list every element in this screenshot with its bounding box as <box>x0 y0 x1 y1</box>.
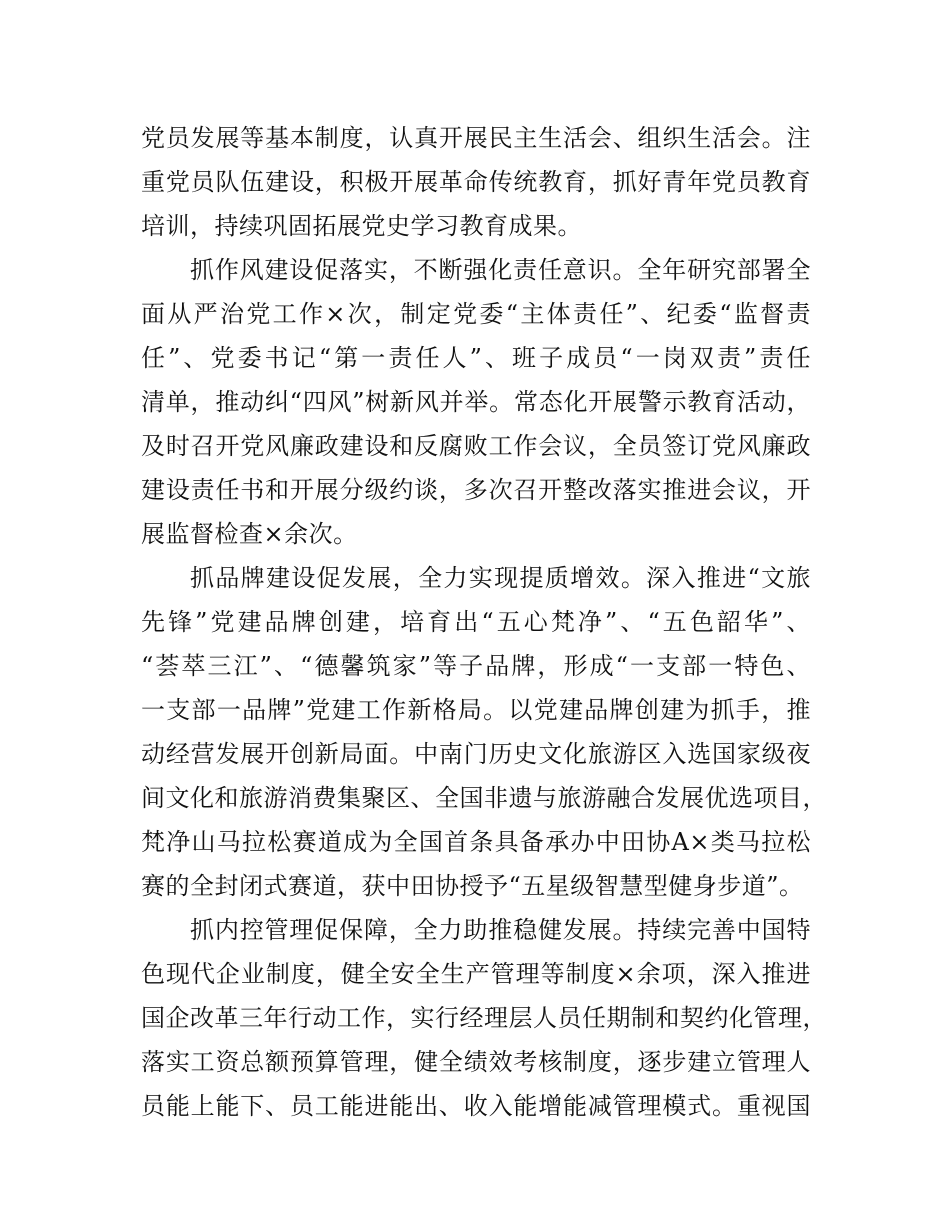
text-line: 间文化和旅游消费集聚区、全国非遗与旅游融合发展优选项目， <box>141 784 827 812</box>
paragraph-first-line: 抓品牌建设促发展，全力实现提质增效。深入推进“文旅 <box>190 564 811 592</box>
text-line: 落实工资总额预算管理，健全绩效考核制度，逐步建立管理人 <box>141 1048 811 1076</box>
text-line: “荟萃三江”、“德馨筑家”等子品牌，形成“一支部一特色、 <box>141 652 811 680</box>
text-line: 一支部一品牌”党建工作新格局。以党建品牌创建为抓手，推 <box>141 696 811 724</box>
text-line: 色现代企业制度，健全安全生产管理等制度×余项，深入推进 <box>141 960 811 988</box>
text-line: 赛的全封闭式赛道，获中田协授予“五星级智慧型健身步道”。 <box>141 872 804 900</box>
text-line: 国企改革三年行动工作，实行经理层人员任期制和契约化管理， <box>141 1004 827 1032</box>
text-line: 清单，推动纠“四风”树新风并举。常态化开展警示教育活动， <box>141 388 811 416</box>
text-line: 及时召开党风廉政建设和反腐败工作会议，全员签订党风廉政 <box>141 432 811 460</box>
text-line: 员能上能下、员工能进能出、收入能增能减管理模式。重视国 <box>141 1092 811 1120</box>
text-line: 重党员队伍建设，积极开展革命传统教育，抓好青年党员教育 <box>141 168 811 196</box>
paragraph-first-line: 抓内控管理促保障，全力助推稳健发展。持续完善中国特 <box>190 916 811 944</box>
text-line: 动经营发展开创新局面。中南门历史文化旅游区入选国家级夜 <box>141 740 811 768</box>
text-line: 培训，持续巩固拓展党史学习教育成果。 <box>141 212 582 240</box>
text-line: 面从严治党工作×次，制定党委“主体责任”、纪委“监督责 <box>141 300 811 328</box>
paragraph-first-line: 抓作风建设促落实，不断强化责任意识。全年研究部署全 <box>190 256 811 284</box>
text-line: 梵净山马拉松赛道成为全国首条具备承办中田协A×类马拉松 <box>141 828 811 856</box>
text-line: 展监督检查×余次。 <box>141 520 358 548</box>
text-line: 建设责任书和开展分级约谈，多次召开整改落实推进会议，开 <box>141 476 811 504</box>
text-line: 任”、党委书记“第一责任人”、班子成员“一岗双责”责任 <box>141 344 811 372</box>
text-line: 党员发展等基本制度，认真开展民主生活会、组织生活会。注 <box>141 124 811 152</box>
text-line: 先锋”党建品牌创建，培育出“五心梵净”、“五色韶华”、 <box>141 608 811 636</box>
